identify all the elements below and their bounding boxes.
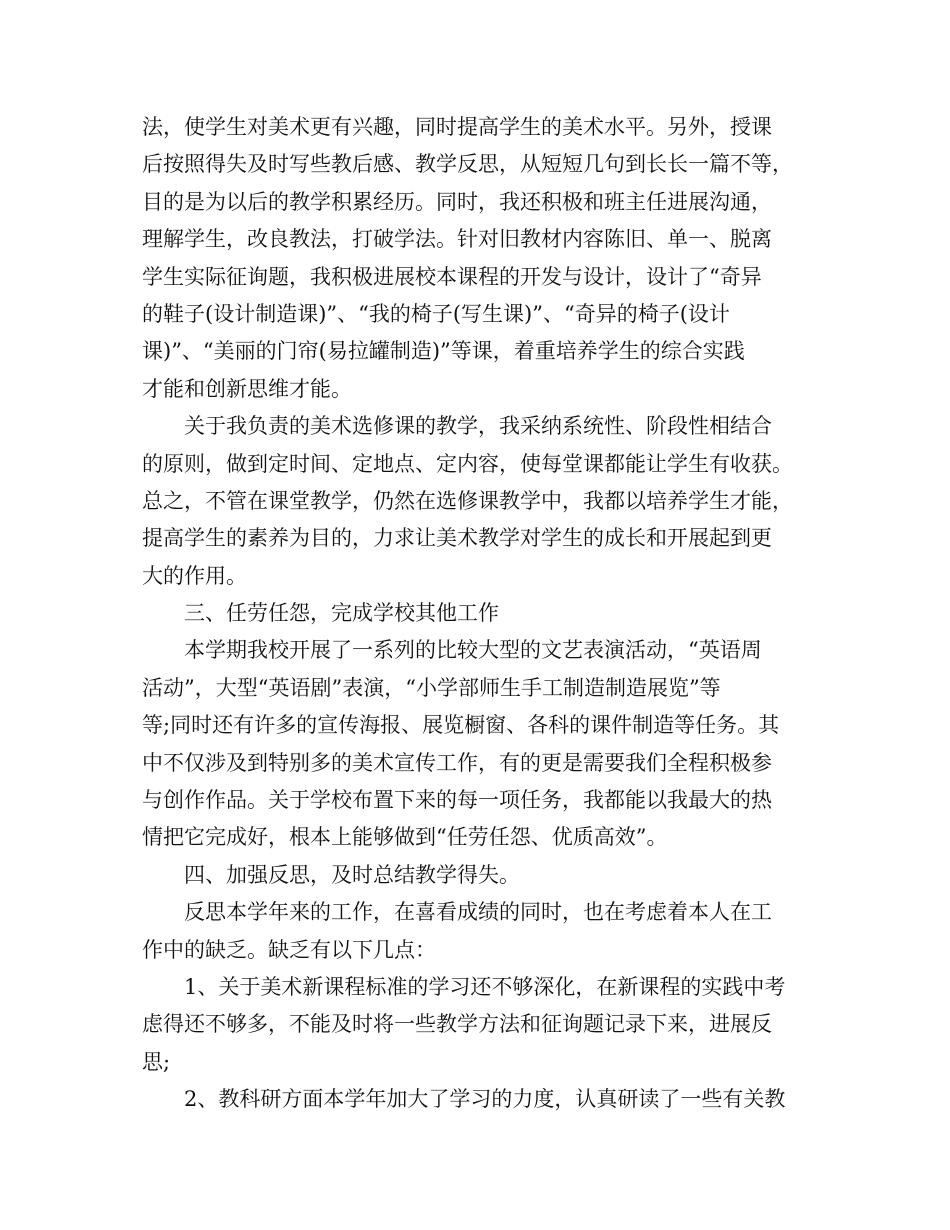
text-line: 作中的缺乏。缺乏有以下几点： [142,937,436,962]
text-line: 本学期我校开展了一系列的比较大型的文艺表演活动，“英语周 [142,638,762,663]
text-line: 的鞋子(设计制造课)”、“我的椅子(写生课)”、“奇异的椅子(设计 [142,301,730,326]
text-line: 后按照得失及时写些教后感、教学反思，从短短几句到长长一篇不等， [142,152,793,177]
list-item-line: 2、教科研方面本学年加大了学习的力度，认真研读了一些有关教 [142,1087,786,1112]
text-line: 情把它完成好，根本上能够做到“任劳任怨、优质高效”。 [142,825,668,850]
text-line: 目的是为以后的教学积累经历。同时，我还积极和班主任进展沟通， [142,189,772,214]
section-heading: 四、加强反思，及时总结教学得失。 [142,862,520,887]
section-heading: 三、任劳任怨，完成学校其他工作 [142,601,499,626]
text-line: 关于我负责的美术选修课的教学，我采纳系统性、阶段性相结合 [142,414,772,439]
list-item-line: 1、关于美术新课程标准的学习还不够深化，在新课程的实践中考 [142,974,786,999]
text-line: 等;同时还有许多的宣传海报、展览橱窗、各科的课件制造等任务。其 [142,713,780,738]
text-line: 虑得还不够多，不能及时将一些教学方法和征询题记录下来，进展反 [142,1012,772,1037]
text-line: 活动”，大型“英语剧”表演，“小学部师生手工制造制造展览”等 [142,675,721,700]
text-line: 思; [142,1049,171,1074]
document-body [142,109,832,1119]
text-line: 才能和创新思维才能。 [142,376,352,401]
text-line: 中不仅涉及到特别多的美术宣传工作，有的更是需要我们全程积极参 [142,750,772,775]
text-line: 的原则，做到定时间、定地点、定内容，使每堂课都能让学生有收获。 [142,451,793,476]
text-line: 与创作作品。关于学校布置下来的每一项任务，我都能以我最大的热 [142,788,772,813]
text-line: 总之，不管在课堂教学，仍然在选修课教学中，我都以培养学生才能， [142,488,793,513]
text-line: 大的作用。 [142,563,247,588]
text-line: 学生实际征询题，我积极进展校本课程的开发与设计，设计了“奇异 [142,264,762,289]
text-line: 法，使学生对美术更有兴趣，同时提高学生的美术水平。另外，授课 [142,115,772,139]
text-line: 提高学生的素养为目的，力求让美术教学对学生的成长和开展起到更 [142,526,772,551]
text-line: 反思本学年来的工作，在喜看成绩的同时，也在考虑着本人在工 [142,900,772,925]
text-line: 课)”、“美丽的门帘(易拉罐制造)”等课，着重培养学生的综合实践 [142,339,745,364]
text-line: 理解学生，改良教法，打破学法。针对旧教材内容陈旧、单一、脱离 [142,227,772,252]
